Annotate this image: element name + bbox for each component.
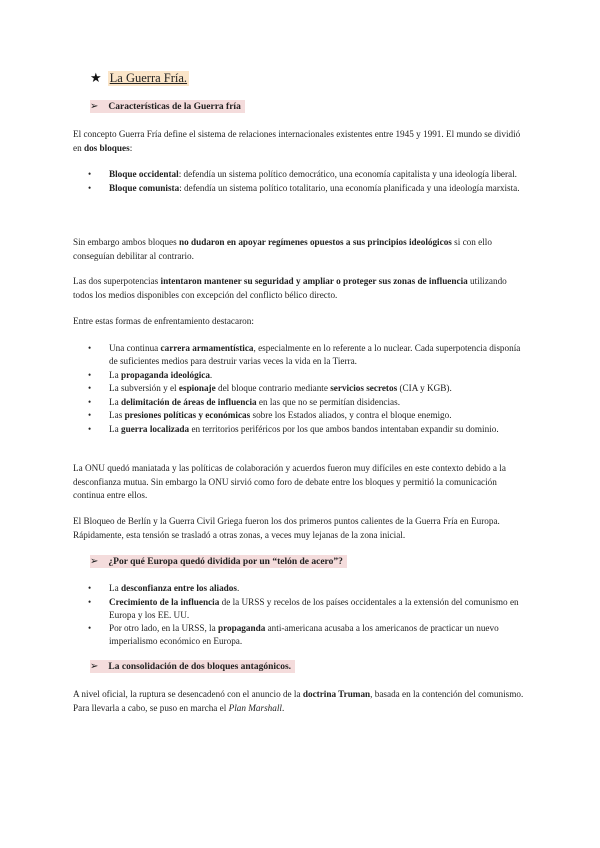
list-item <box>73 409 525 422</box>
text-run: : defendía un sistema político democrático, una economía capitalista y una ideología liberal. <box>178 169 517 179</box>
text-run: , especialmente en lo referente a lo nuclear. Cada superpotencia disponía de suficientes medios para destruir varias veces la vida en la Tierra. <box>109 343 521 366</box>
text-run: Una continua <box>109 343 161 353</box>
text-run: : <box>129 142 133 153</box>
list-item <box>73 369 525 382</box>
text-run: en las que no se permitían disidencias. <box>256 396 400 407</box>
arrow-bullet-icon: ➢ <box>90 556 99 567</box>
list-item <box>73 423 525 436</box>
text-run: Por otro lado, en la URSS, la <box>109 623 218 633</box>
text-run: El concepto Guerra Fría define el sistema de relaciones internacionales existentes entre 1945 y 1991. El mundo se dividió en <box>73 129 521 153</box>
list-item <box>73 596 525 622</box>
text-run: Las dos superpotencias <box>73 276 161 286</box>
text-run: sobre los Estados aliados, y contra el bloque enemigo. <box>250 410 452 420</box>
bold-text: guerra localizada <box>121 423 190 434</box>
paragraph-onu: La ONU quedó maniatada y las políticas de colaboración y acuerdos fueron muy difíciles en este contexto debido a la desconfianza mutua. Sin embargo la ONU sirvió como foro de debate entre los bloques y permitió la comunicación continua entre ellos. <box>73 463 506 500</box>
bold-text: Bloque occidental <box>109 169 179 179</box>
bold-text: servicios secretos <box>330 383 398 393</box>
text-run: . <box>281 702 285 713</box>
paragraph-regimenes <box>73 236 525 263</box>
section-heading-consolidacion <box>90 660 295 673</box>
bold-text: doctrina Truman <box>302 689 371 699</box>
reasons-list <box>73 582 525 649</box>
title-row <box>90 70 189 86</box>
text-run: A nivel oficial, la ruptura se desencadenó con el anuncio de la <box>73 689 303 699</box>
arrow-bullet-icon: ➢ <box>90 101 99 112</box>
list-item <box>73 622 525 648</box>
section-title: ¿Por qué Europa quedó dividida por un “telón de acero”? <box>108 556 343 567</box>
bold-text: Crecimiento de la influencia <box>109 596 220 607</box>
list-item <box>73 582 525 595</box>
text-run: , basada en la contención del comunismo. Para llevarla a cabo, se puso en marcha el <box>73 689 524 713</box>
list-item <box>73 382 525 395</box>
paragraph-formas: Entre estas formas de enfrentamiento destacaron: <box>73 316 254 326</box>
text-run: La <box>109 369 121 380</box>
bold-text: propaganda <box>217 623 266 633</box>
text-run: La <box>109 423 121 434</box>
bold-text: desconfianza entre los aliados <box>121 583 237 593</box>
paragraph-berlin: El Bloqueo de Berlín y la Guerra Civil Griega fueron los dos primeros puntos calientes de la Guerra Fría en Europa. Rápidamente, esta tensión se trasladó a otras zonas, a veces muy lejanas de la zona inicial. <box>73 516 500 540</box>
bold-text: presiones políticas y económicas <box>124 410 251 420</box>
text-run: La subversión y el <box>109 383 179 393</box>
text-run: anti-americana acusaba a los americanos de practicar un nuevo imperialismo económico en Europa. <box>109 623 499 646</box>
forms-list <box>73 342 525 436</box>
text-run: si con ello conseguían debilitar al contrario. <box>73 237 492 261</box>
bold-text: intentaron mantener su seguridad y ampliar o proteger sus zonas de influencia <box>160 276 468 286</box>
text-run: La <box>109 396 121 407</box>
bold-text: dos bloques <box>83 142 130 153</box>
text-run: Sin embargo ambos bloques <box>73 237 179 247</box>
text-run: : defendía un sistema político totalitario, una economía planificada y una ideología marxista. <box>179 182 520 193</box>
list-item <box>73 396 525 409</box>
text-run: . <box>209 369 213 380</box>
page-title: La Guerra Fría. <box>109 70 188 85</box>
text-run: (CIA y KGB). <box>397 383 452 393</box>
paragraph-superpotencias <box>73 275 525 302</box>
paragraph-truman <box>73 688 525 715</box>
list-item <box>73 182 525 195</box>
italic-text: Plan Marshall <box>228 702 282 713</box>
star-icon: ★ <box>90 70 102 85</box>
list-item <box>73 168 525 181</box>
text-run: del bloque contrario mediante <box>215 383 331 393</box>
text-run: de la URSS y recelos de los países occidentales a la extensión del comunismo en Europa y los EE. UU. <box>109 596 519 620</box>
text-run: en territorios periféricos por los que ambos bandos intentaban expandir su dominio. <box>189 423 499 434</box>
section-title: Características de la Guerra fría <box>108 101 241 112</box>
paragraph-intro <box>73 128 525 155</box>
text-run: . <box>236 583 240 593</box>
bold-text: no dudaron en apoyar regímenes opuestos a sus principios ideológicos <box>179 237 452 247</box>
section-heading-telon <box>90 555 347 568</box>
text-run: Las <box>109 410 125 420</box>
list-item <box>73 342 525 368</box>
text-run: La <box>109 583 121 593</box>
bold-text: delimitación de áreas de influencia <box>121 396 257 407</box>
bold-text: espionaje <box>178 383 216 393</box>
section-heading-caracteristicas <box>90 100 245 113</box>
arrow-bullet-icon: ➢ <box>90 661 99 672</box>
text-run: utilizando todos los medios disponibles con excepción del conflicto bélico directo. <box>73 276 507 300</box>
bold-text: propaganda ideológica <box>121 369 210 380</box>
bold-text: Bloque comunista <box>109 182 180 193</box>
section-title: La consolidación de dos bloques antagónicos. <box>108 661 292 672</box>
blocs-list <box>73 168 525 195</box>
bold-text: carrera armamentística <box>160 343 254 353</box>
